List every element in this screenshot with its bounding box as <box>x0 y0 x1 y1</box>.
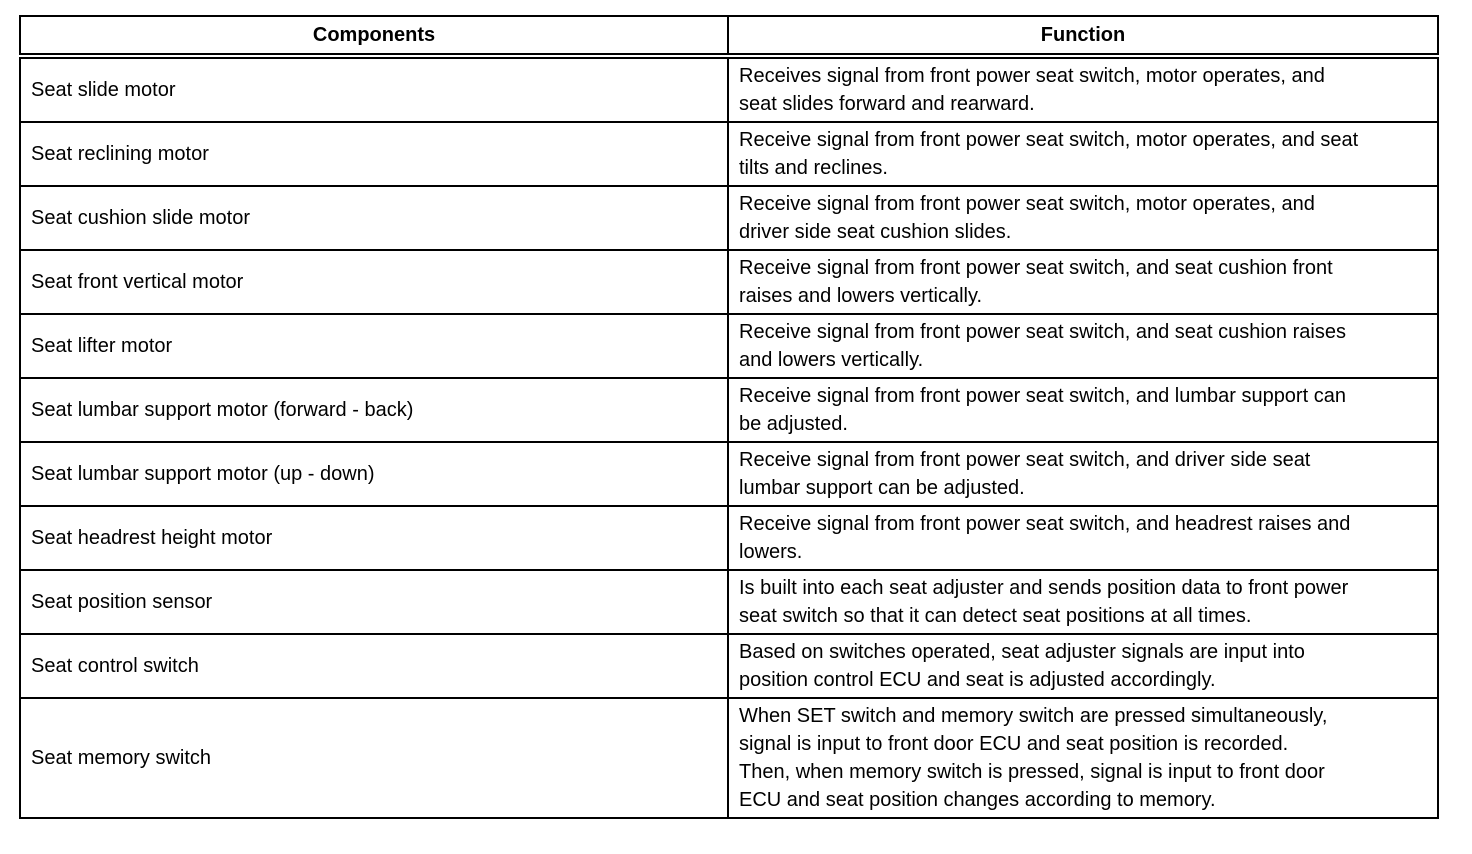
function-line: Receive signal from front power seat switch, and seat cushion front <box>739 257 1333 279</box>
function-line: Is built into each seat adjuster and sends position data to front power <box>739 577 1349 599</box>
function-cell <box>728 378 1438 442</box>
function-cell <box>728 186 1438 250</box>
component-cell: Seat control switch <box>20 634 728 698</box>
function-cell <box>728 698 1438 818</box>
function-line: Then, when memory switch is pressed, signal is input to front door <box>739 761 1325 783</box>
component-cell: Seat cushion slide motor <box>20 186 728 250</box>
components-function-table-container <box>19 15 1437 819</box>
function-line: Receives signal from front power seat switch, motor operates, and <box>739 65 1325 87</box>
component-cell: Seat lifter motor <box>20 314 728 378</box>
component-cell: Seat front vertical motor <box>20 250 728 314</box>
component-cell: Seat lumbar support motor (forward - back) <box>20 378 728 442</box>
function-line: Receive signal from front power seat switch, and lumbar support can <box>739 385 1346 407</box>
function-line: lowers. <box>739 541 803 563</box>
function-cell <box>728 314 1438 378</box>
table-row <box>20 570 1438 634</box>
function-line: Receive signal from front power seat switch, motor operates, and <box>739 193 1315 215</box>
table-row <box>20 506 1438 570</box>
table-row <box>20 250 1438 314</box>
function-cell <box>728 570 1438 634</box>
function-cell <box>728 634 1438 698</box>
table-row <box>20 122 1438 186</box>
header-components: Components <box>20 16 728 56</box>
component-cell: Seat headrest height motor <box>20 506 728 570</box>
table-row <box>20 56 1438 122</box>
function-cell <box>728 56 1438 122</box>
function-line: lumbar support can be adjusted. <box>739 477 1025 499</box>
function-line: ECU and seat position changes according to memory. <box>739 789 1216 811</box>
function-line: Receive signal from front power seat switch, and seat cushion raises <box>739 321 1346 343</box>
function-line: When SET switch and memory switch are pressed simultaneously, <box>739 705 1328 727</box>
function-line: driver side seat cushion slides. <box>739 221 1012 243</box>
function-line: Receive signal from front power seat switch, motor operates, and seat <box>739 129 1359 151</box>
function-cell <box>728 506 1438 570</box>
table-row <box>20 314 1438 378</box>
function-line: be adjusted. <box>739 413 848 435</box>
function-line: Based on switches operated, seat adjuster signals are input into <box>739 641 1305 663</box>
table-row <box>20 698 1438 818</box>
component-cell: Seat slide motor <box>20 56 728 122</box>
function-line: raises and lowers vertically. <box>739 285 983 307</box>
header-function: Function <box>728 16 1438 56</box>
table-row <box>20 634 1438 698</box>
component-cell: Seat position sensor <box>20 570 728 634</box>
function-line: and lowers vertically. <box>739 349 924 371</box>
function-line: seat switch so that it can detect seat positions at all times. <box>739 605 1252 627</box>
components-function-table <box>19 15 1439 819</box>
table-row <box>20 378 1438 442</box>
component-cell: Seat reclining motor <box>20 122 728 186</box>
function-line: position control ECU and seat is adjusted accordingly. <box>739 669 1216 691</box>
function-line: Receive signal from front power seat switch, and headrest raises and <box>739 513 1351 535</box>
function-line: tilts and reclines. <box>739 157 888 179</box>
function-line: Receive signal from front power seat switch, and driver side seat <box>739 449 1311 471</box>
function-cell <box>728 250 1438 314</box>
table-row <box>20 186 1438 250</box>
function-cell <box>728 442 1438 506</box>
component-cell: Seat memory switch <box>20 698 728 818</box>
function-line: seat slides forward and rearward. <box>739 93 1035 115</box>
component-cell: Seat lumbar support motor (up - down) <box>20 442 728 506</box>
table-header-row <box>20 16 1438 56</box>
function-cell <box>728 122 1438 186</box>
function-line: signal is input to front door ECU and seat position is recorded. <box>739 733 1289 755</box>
table-row <box>20 442 1438 506</box>
